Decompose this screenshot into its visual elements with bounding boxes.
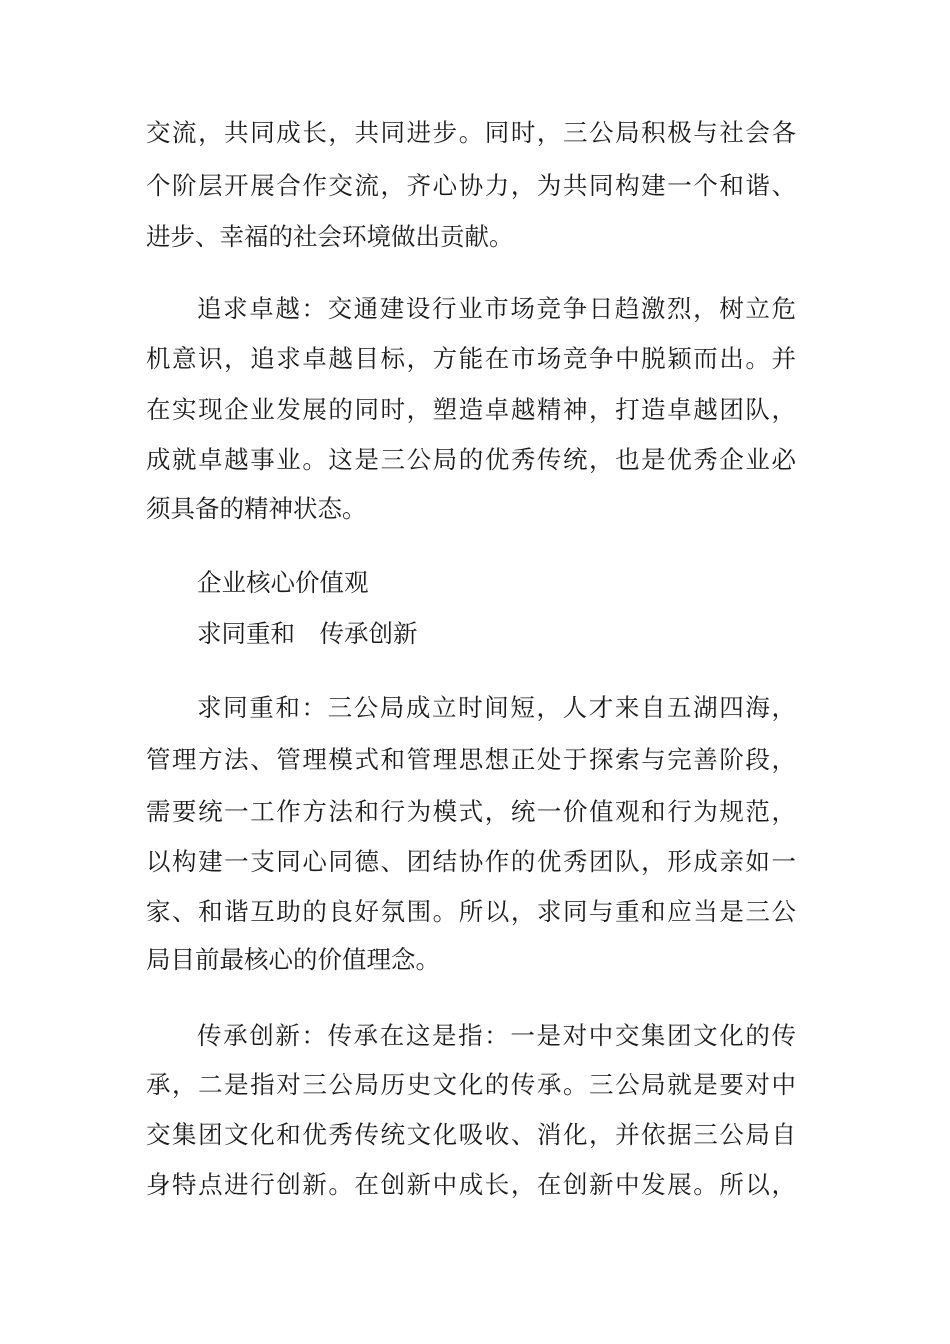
paragraph-line: 局目前最核心的价值理念。 bbox=[146, 945, 440, 974]
paragraph-line: 追求卓越：交通建设行业市场竞争日趋激烈，树立危 bbox=[197, 294, 796, 323]
paragraph-line: 传承创新：传承在这是指：一是对中交集团文化的传 bbox=[197, 1021, 796, 1050]
paragraph-line: 需要统一工作方法和行为模式，统一价值观和行为规范， bbox=[146, 797, 796, 826]
paragraph-line: 以构建一支同心同德、团结协作的优秀团队，形成亲如一 bbox=[146, 847, 796, 876]
paragraph-line: 交流，共同成长，共同进步。同时，三公局积极与社会各 bbox=[146, 118, 796, 147]
paragraph-line: 进步、幸福的社会环境做出贡献。 bbox=[146, 222, 514, 251]
paragraph-line: 身特点进行创新。在创新中成长，在创新中发展。所以， bbox=[146, 1170, 796, 1199]
section-subheading: 求同重和 传承创新 bbox=[197, 619, 418, 648]
paragraph-line: 管理方法、管理模式和管理思想正处于探索与完善阶段， bbox=[146, 745, 796, 774]
paragraph-line: 承，二是指对三公局历史文化的传承。三公局就是要对中 bbox=[146, 1070, 796, 1099]
paragraph-line: 求同重和：三公局成立时间短，人才来自五湖四海， bbox=[197, 693, 796, 722]
paragraph-line: 在实现企业发展的同时，塑造卓越精神，打造卓越团队， bbox=[146, 395, 796, 424]
paragraph-line: 家、和谐互助的良好氛围。所以，求同与重和应当是三公 bbox=[146, 897, 796, 926]
paragraph-line: 机意识，追求卓越目标，方能在市场竞争中脱颖而出。并 bbox=[146, 344, 796, 373]
paragraph-line: 交集团文化和优秀传统文化吸收、消化，并依据三公局自 bbox=[146, 1120, 796, 1149]
section-heading: 企业核心价值观 bbox=[197, 568, 369, 597]
paragraph-line: 须具备的精神状态。 bbox=[146, 494, 367, 523]
paragraph-line: 成就卓越事业。这是三公局的优秀传统，也是优秀企业必 bbox=[146, 445, 796, 474]
paragraph-line: 个阶层开展合作交流，齐心协力，为共同构建一个和谐、 bbox=[146, 171, 796, 200]
